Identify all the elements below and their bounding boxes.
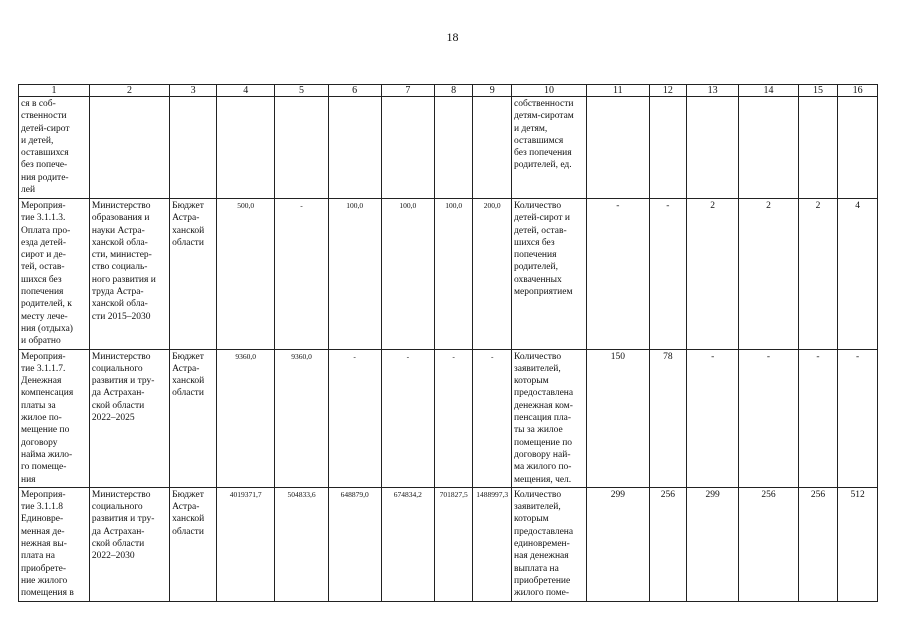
indicator-value-cell [687,97,739,199]
column-number-12: 12 [649,85,687,97]
indicator-value-cell: - [739,349,798,487]
column-number-3: 3 [170,85,217,97]
funding-source-cell: Бюджет Астра- ханской области [170,487,217,601]
program-table [18,84,878,602]
table-body [19,85,878,602]
funding-amount-cell: 500,0 [217,199,275,350]
indicator-value-cell: 256 [798,487,838,601]
indicator-value-cell: 256 [739,487,798,601]
column-number-4: 4 [217,85,275,97]
indicator-name-cell: собственности детям-сиротам и детям, оставшимся без попечения родителей, ед. [512,97,587,199]
funding-source-cell: Бюджет Астра- ханской области [170,199,217,350]
measure-name-cell: ся в соб- ственности детей-сирот и детей, оставшихся без попече- ния родите- лей [19,97,90,199]
indicator-value-cell: - [838,349,878,487]
executor-cell: Министерство социального развития и тру- да Астрахан- ской области 2022–2030 [89,487,169,601]
column-number-10: 10 [512,85,587,97]
indicator-value-cell [798,97,838,199]
indicator-value-cell: 150 [587,349,650,487]
indicator-value-cell [587,97,650,199]
indicator-value-cell: - [587,199,650,350]
column-number-15: 15 [798,85,838,97]
funding-amount-cell [381,97,434,199]
funding-amount-cell [275,97,328,199]
column-number-2: 2 [89,85,169,97]
indicator-value-cell: 299 [587,487,650,601]
funding-amount-cell [217,97,275,199]
column-number-14: 14 [739,85,798,97]
page-number: 18 [446,30,459,44]
funding-amount-cell: 1488997,3 [473,487,512,601]
indicator-value-cell: 2 [739,199,798,350]
indicator-value-cell: 256 [649,487,687,601]
measure-name-cell: Мероприя- тие 3.1.1.3. Оплата про- езда детей- сирот и де- тей, остав- шихся без попечения родителей, к месту лече- ния (отдыха) и обратно [19,199,90,350]
funding-amount-cell: 648879,0 [328,487,381,601]
funding-amount-cell: 100,0 [328,199,381,350]
indicator-name-cell: Количество заявителей, которым предоставлена денежная ком- пенсация пла- ты за жилое помещение по договору най- ма жилого по- мещения, чел. [512,349,587,487]
funding-amount-cell: 4019371,7 [217,487,275,601]
indicator-value-cell [649,97,687,199]
measure-name-cell: Мероприя- тие 3.1.1.7. Денежная компенсация платы за жилое по- мещение по договору найма жило- го помеще- ния [19,349,90,487]
funding-amount-cell: - [275,199,328,350]
indicator-value-cell: - [798,349,838,487]
executor-cell: Министерство социального развития и тру- да Астрахан- ской области 2022–2025 [89,349,169,487]
funding-amount-cell: 9360,0 [217,349,275,487]
indicator-value-cell [739,97,798,199]
indicator-value-cell: - [649,199,687,350]
funding-amount-cell: - [434,349,473,487]
funding-source-cell: Бюджет Астра- ханской области [170,349,217,487]
column-number-6: 6 [328,85,381,97]
table-row [19,199,878,350]
executor-cell: Министерство образования и науки Астра- ханской обла- сти, министер- ство социаль- ного развития и труда Астра- ханской обла- сти 2015–2030 [89,199,169,350]
funding-amount-cell: 200,0 [473,199,512,350]
indicator-value-cell: 4 [838,199,878,350]
funding-source-cell [170,97,217,199]
indicator-value-cell: 512 [838,487,878,601]
funding-amount-cell: - [381,349,434,487]
column-number-1: 1 [19,85,90,97]
indicator-value-cell: 78 [649,349,687,487]
indicator-value-cell: - [687,349,739,487]
indicator-value-cell: 2 [687,199,739,350]
funding-amount-cell: 674834,2 [381,487,434,601]
measure-name-cell: Мероприя- тие 3.1.1.8 Единовре- менная де- нежная вы- плата на приобрете- ние жилого помещения в [19,487,90,601]
indicator-value-cell: 299 [687,487,739,601]
column-number-16: 16 [838,85,878,97]
column-number-8: 8 [434,85,473,97]
indicator-name-cell: Количество заявителей, которым предоставлена единовремен- ная денежная выплата на приобретение жилого поме- [512,487,587,601]
table-row [19,97,878,199]
funding-amount-cell: 100,0 [381,199,434,350]
table-row [19,349,878,487]
funding-amount-cell: 701827,5 [434,487,473,601]
funding-amount-cell: 504833,6 [275,487,328,601]
funding-amount-cell: 100,0 [434,199,473,350]
indicator-name-cell: Количество детей-сирот и детей, остав- шихся без попечения родителей, охваченных мероприятием [512,199,587,350]
indicator-value-cell: 2 [798,199,838,350]
indicator-value-cell [838,97,878,199]
column-number-row [19,85,878,97]
column-number-13: 13 [687,85,739,97]
executor-cell [89,97,169,199]
funding-amount-cell [473,97,512,199]
funding-amount-cell: - [328,349,381,487]
funding-amount-cell [434,97,473,199]
funding-amount-cell: - [473,349,512,487]
column-number-7: 7 [381,85,434,97]
column-number-9: 9 [473,85,512,97]
funding-amount-cell: 9360,0 [275,349,328,487]
column-number-11: 11 [587,85,650,97]
table-row [19,487,878,601]
funding-amount-cell [328,97,381,199]
column-number-5: 5 [275,85,328,97]
